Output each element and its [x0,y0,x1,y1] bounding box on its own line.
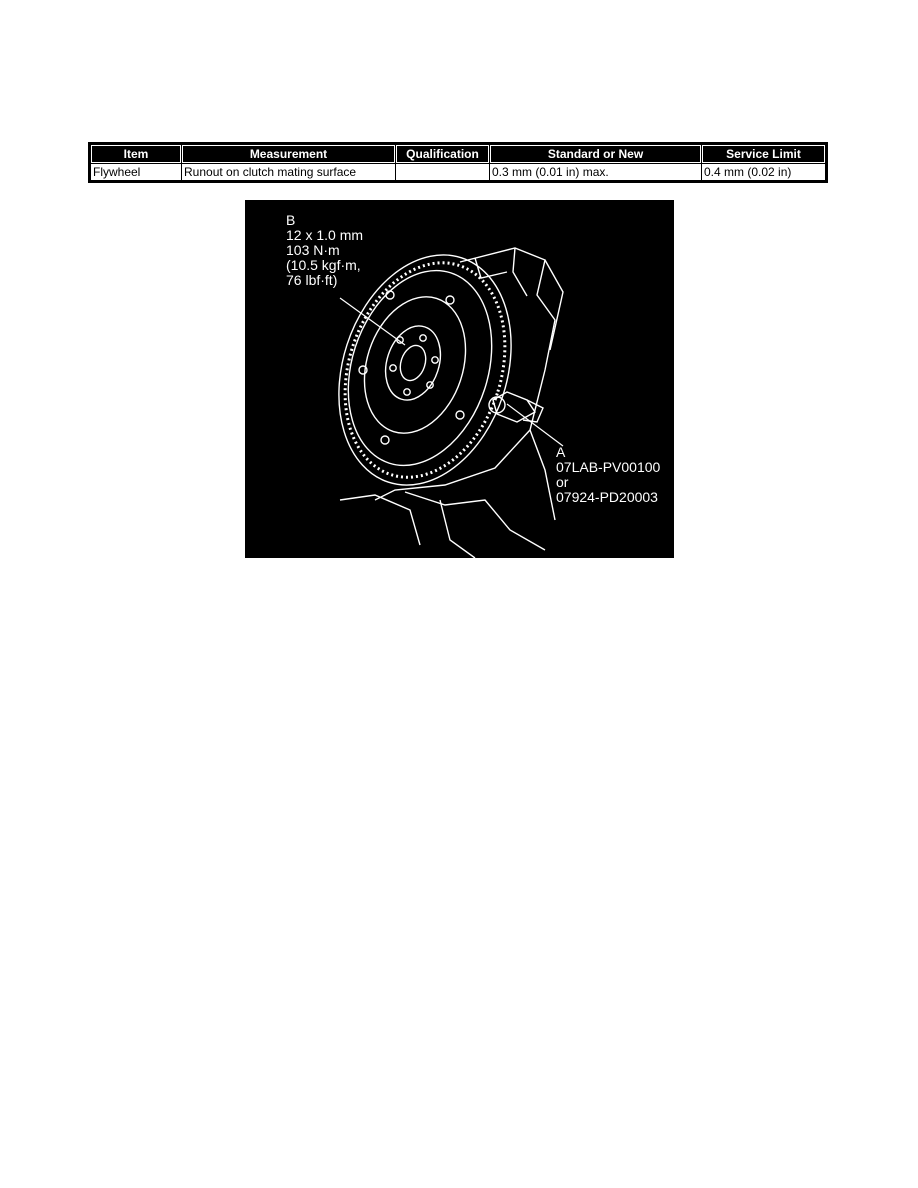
header-item: Item [91,145,181,163]
cell-item: Flywheel [91,164,181,180]
spec-table-frame [88,142,828,183]
callout-b-line-3: (10.5 kgf·m, [286,257,361,273]
table-row [91,164,825,180]
callout-a-line-2: or [556,474,569,490]
housing-rib [513,248,527,296]
cell-standard-or-new: 0.3 mm (0.01 in) max. [490,164,701,180]
callout-a-line-1: 07LAB-PV00100 [556,459,661,475]
callout-b-letter: B [286,212,296,228]
flywheel-illustration [245,200,674,558]
callout-b-line-4: 76 lbf·ft) [286,272,338,288]
cell-qualification [396,164,489,180]
callout-a-letter: A [556,444,566,460]
header-standard-or-new: Standard or New [490,145,701,163]
header-qualification: Qualification [396,145,489,163]
spec-table [90,144,826,181]
header-measurement: Measurement [182,145,395,163]
callout-b-line-2: 103 N·m [286,242,340,258]
crank-bore [396,342,430,384]
header-service-limit: Service Limit [702,145,825,163]
table-header-row [91,145,825,163]
callout-b [286,213,363,288]
callout-a [556,445,660,505]
cell-measurement: Runout on clutch mating surface [182,164,395,180]
cell-service-limit: 0.4 mm (0.02 in) [702,164,825,180]
callout-b-line-1: 12 x 1.0 mm [286,227,364,243]
clutch-surface [348,284,483,447]
callout-a-line-3: 07924-PD20003 [556,489,658,505]
